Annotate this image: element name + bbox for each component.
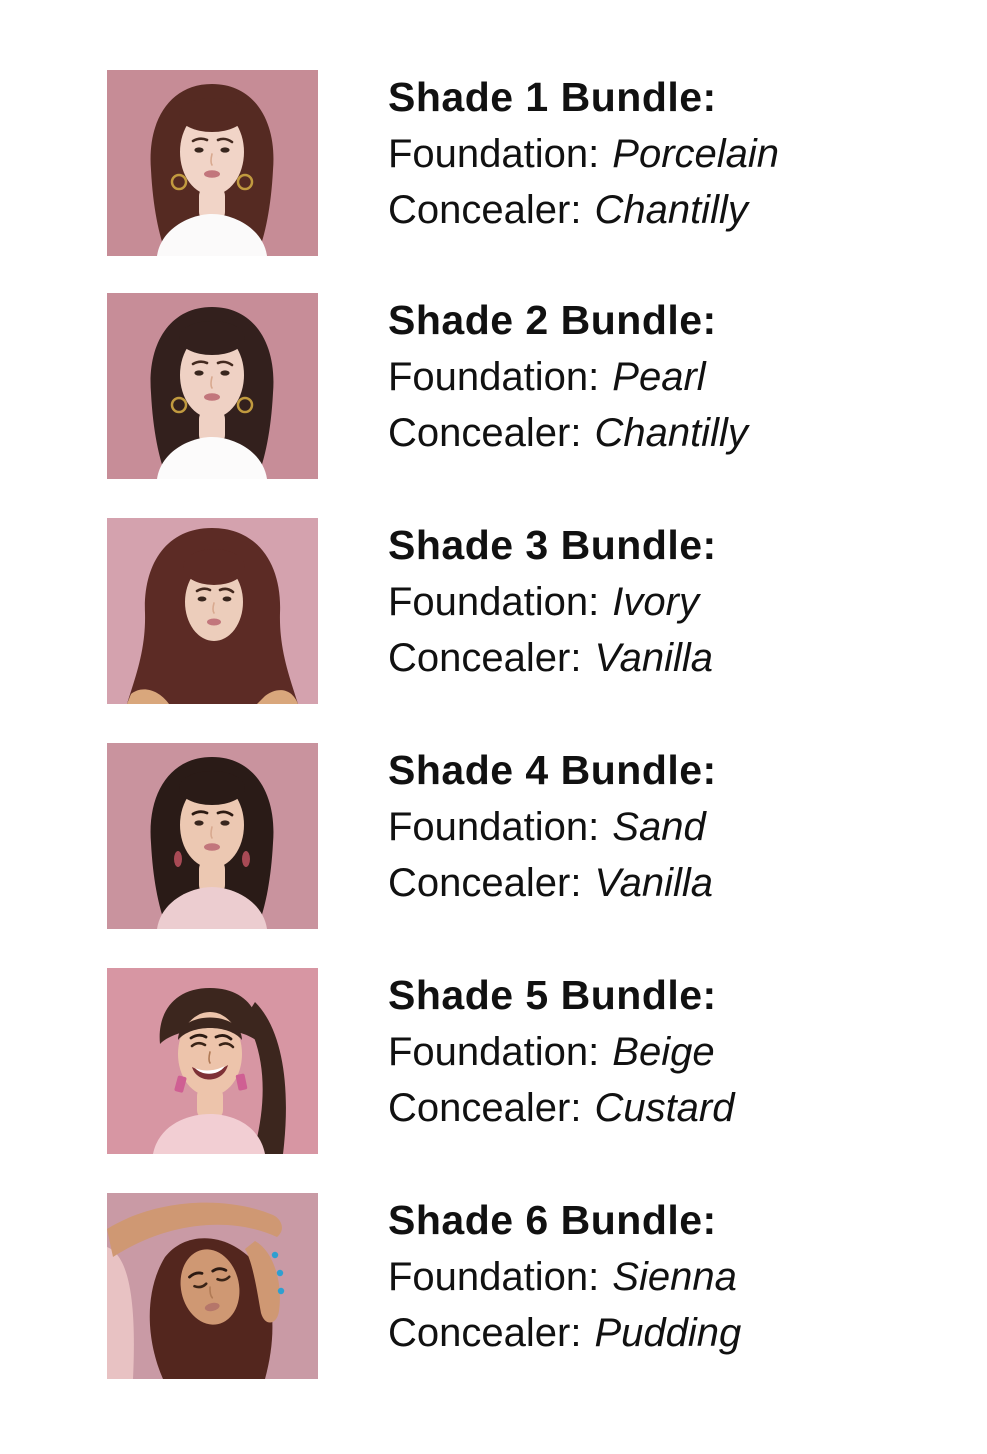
bundle-row-shade-6 [107,1193,968,1379]
bundle-row-shade-2 [107,293,968,479]
foundation-line [388,1249,968,1305]
model-photo-shade-5 [107,968,318,1154]
bundle-title: Shade 4 Bundle: [388,747,717,793]
model-photo-shade-4 [107,743,318,929]
model-portrait-illustration [107,518,318,704]
bundle-info [388,70,968,238]
foundation-line [388,799,968,855]
concealer-line [388,182,968,238]
bundle-title: Shade 2 Bundle: [388,297,717,343]
dangle-earring-left [174,851,182,867]
model-photo-shade-6 [107,1193,318,1379]
foundation-line [388,1024,968,1080]
concealer-value: Custard [594,1086,735,1130]
bundle-title: Shade 1 Bundle: [388,74,717,120]
concealer-line [388,630,968,686]
bundle-info [388,1193,968,1361]
bundle-info [388,518,968,686]
foundation-value: Sienna [612,1255,737,1299]
model-photo-shade-1 [107,70,318,256]
concealer-label: Concealer: [388,636,582,680]
bundle-title: Shade 3 Bundle: [388,522,717,568]
hairline [179,321,245,355]
model-portrait-illustration [107,293,318,479]
model-portrait-illustration [107,1193,318,1379]
concealer-value: Vanilla [594,636,714,680]
concealer-value: Vanilla [594,861,714,905]
concealer-label: Concealer: [388,861,582,905]
foundation-label: Foundation: [388,132,600,176]
concealer-value: Pudding [594,1311,742,1355]
bundle-row-shade-4 [107,743,968,929]
model-photo-shade-3 [107,518,318,704]
bundle-title: Shade 6 Bundle: [388,1197,717,1243]
concealer-line [388,1080,968,1136]
concealer-line [388,1305,968,1361]
foundation-line [388,574,968,630]
concealer-label: Concealer: [388,1311,582,1355]
hijab-front-band [183,549,245,585]
hairline [179,771,245,805]
hairline [179,98,245,132]
dangle-earring-right [242,851,250,867]
foundation-label: Foundation: [388,1255,600,1299]
bundle-row-shade-1 [107,70,968,256]
bundle-info [388,293,968,461]
model-portrait-illustration [107,743,318,929]
concealer-line [388,855,968,911]
foundation-value: Pearl [612,355,706,399]
model-portrait-illustration [107,968,318,1154]
foundation-label: Foundation: [388,1030,600,1074]
bundle-row-shade-3 [107,518,968,704]
bundle-row-shade-5 [107,968,968,1154]
foundation-line [388,349,968,405]
foundation-value: Sand [612,805,706,849]
concealer-label: Concealer: [388,188,582,232]
bundle-info [388,968,968,1136]
foundation-label: Foundation: [388,355,600,399]
foundation-value: Porcelain [612,132,780,176]
concealer-value: Chantilly [594,188,748,232]
model-portrait-illustration [107,70,318,256]
concealer-label: Concealer: [388,1086,582,1130]
concealer-line [388,405,968,461]
foundation-value: Beige [612,1030,715,1074]
bundle-info [388,743,968,911]
foundation-value: Ivory [612,580,699,624]
model-photo-shade-2 [107,293,318,479]
foundation-label: Foundation: [388,580,600,624]
bundle-title: Shade 5 Bundle: [388,972,717,1018]
concealer-value: Chantilly [594,411,748,455]
concealer-label: Concealer: [388,411,582,455]
foundation-line [388,126,968,182]
foundation-label: Foundation: [388,805,600,849]
